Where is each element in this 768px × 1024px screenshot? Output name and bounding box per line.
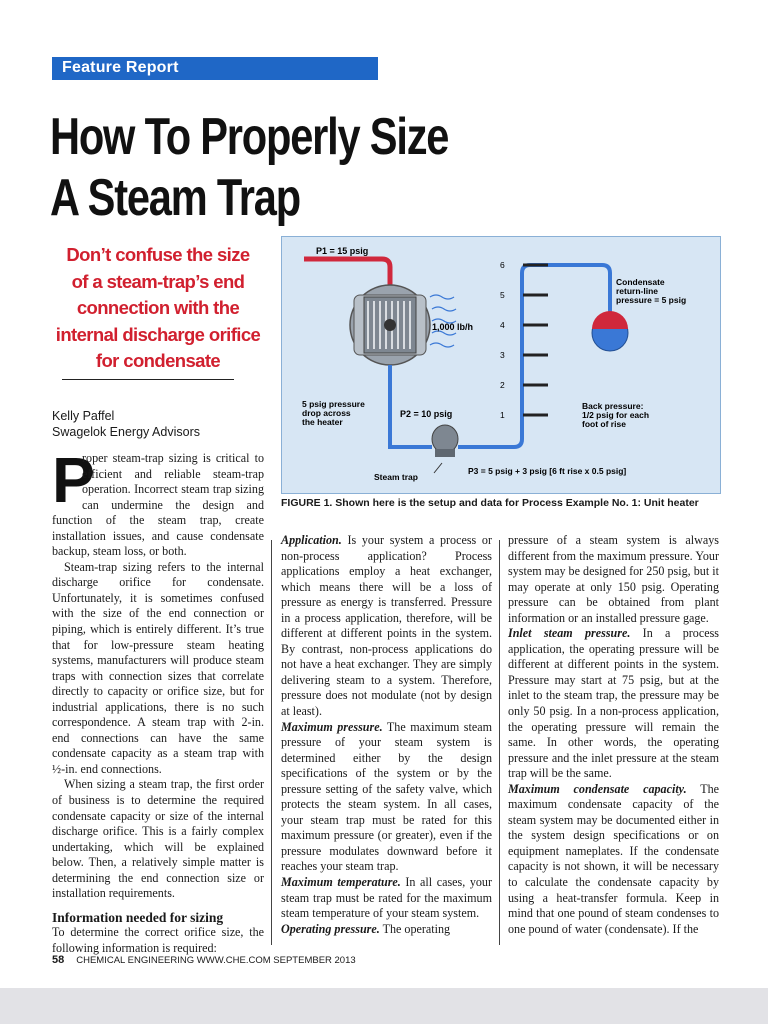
author-affiliation: Swagelok Energy Advisors <box>52 425 200 439</box>
label-flow: 1,000 lb/h <box>432 322 474 332</box>
paragraph: Steam-trap sizing refers to the internal discharge orifice for condensate. Unfortunately, it is sometimes confused with the size of the end connection or piping, which is entirely different. It’s true that for low-pressure steam heating systems, manufacturers will produce steam traps with connection sizes that correlate directly to capacity or orifice size, but for industrial applications, there is no such correspondence. A steam trap with 2-in. end connections can have the same condensate capacity as a steam trap with ½-in. end connections. <box>52 559 264 776</box>
page-number: 58 <box>52 954 65 966</box>
label-pressure-drop: the heater <box>302 417 343 427</box>
caption-text: Shown here is the setup and data for Process Example No. 1: Unit heater <box>335 497 699 509</box>
steam-trap <box>432 425 458 473</box>
deck-line: of a steam-trap’s end <box>71 270 245 292</box>
paragraph: Application. Is your system a process or non-process application? Process applications employ a heat exchanger, which means there will be a loss of pressure as energy is transferred. Pressure in a process application, therefore, will be different at different points in the system. By contrast, non-process applications do not have a heat exchanger. They are simply delivering steam to a system. Therefore, pressure does not modulate (not by design at least). <box>281 533 492 719</box>
paragraph: roper steam-trap sizing is critical to efficient and reliable steam-trap operation. Incorrect steam trap sizing can undermine the design and function of the steam trap, create installation issues, and cause condensate backup, steam loss, or both. <box>52 451 264 559</box>
deck <box>52 242 264 375</box>
headline-line-2: A Steam Trap <box>50 169 300 227</box>
column-divider <box>271 540 272 945</box>
label-back-pressure: 1/2 psig for each <box>582 410 650 420</box>
section-banner <box>52 57 378 80</box>
section-label: Feature Report <box>62 59 179 76</box>
column-1 <box>52 444 264 957</box>
steam-supply-line <box>304 259 390 285</box>
condensate-receiver <box>592 311 628 351</box>
deck-line: internal discharge orifice <box>55 323 261 345</box>
paragraph: When sizing a steam trap, the first order of business is to determine the required condensate capacity or size of the internal discharge orifice. This is a fairly complex undertaking, which will be explained below. Then, a relatively simple matter is determining the end connection size or installation requirements. <box>52 777 264 901</box>
drop-cap: P <box>52 444 95 516</box>
label-p3: P3 = 5 psig + 3 psig [6 ft rise x 0.5 psig] <box>468 466 627 476</box>
scale-tick: 5 <box>500 290 505 300</box>
scale-tick: 4 <box>500 320 505 330</box>
heat-waves <box>430 295 456 347</box>
unit-heater-diagram <box>282 237 720 493</box>
column-3 <box>508 533 719 937</box>
label-back-pressure: foot of rise <box>582 419 626 429</box>
scale-tick: 6 <box>500 260 505 270</box>
label-p1: P1 = 15 psig <box>316 246 369 256</box>
scale-tick: 1 <box>500 410 505 420</box>
unit-heater <box>350 285 430 365</box>
paragraph: Operating pressure. The operating <box>281 921 451 936</box>
page-footer <box>52 954 356 966</box>
label-pressure-drop: 5 psig pressure <box>302 399 365 409</box>
scale-tick: 2 <box>500 380 505 390</box>
byline <box>52 408 200 440</box>
figure-caption <box>281 497 721 510</box>
figure-diagram <box>281 236 721 494</box>
paragraph: Maximum pressure. The maximum steam pressure of your steam system is determined either by the design specifications of the system or by the pressure setting of the safety valve, which protects the steam system. In all cases, your steam trap must be rated for this maximum pressure (or greater), even if the pressure modulates downward before it reaches your steam trap. <box>281 719 492 874</box>
deck-line: for condensate <box>95 350 221 371</box>
label-steam-trap: Steam trap <box>374 472 418 482</box>
label-pressure-drop: drop across <box>302 408 351 418</box>
height-scale <box>523 265 548 415</box>
label-p2: P2 = 10 psig <box>400 409 453 419</box>
label-back-pressure: Back pressure: <box>582 401 644 411</box>
condensate-line <box>390 365 432 447</box>
column-divider <box>499 540 500 945</box>
paragraph: Maximum condensate capacity. The maximum condensate capacity of the steam system may be documented either in the system design specifications or on equipment nameplates. If the condensate capacity is not shown, it will be necessary to calculate the condensate capacity by using a heat-transfer formula. Keep in mind that one pound of steam condenses to one pound of water (condensate). If the <box>508 781 719 936</box>
paragraph: pressure of a steam system is always different from the maximum pressure. Your system may be designed for 250 psig, but it may operate at only 150 psig. Operating pressure can be obtained from plant information or an installed pressure gage. <box>508 533 719 625</box>
label-return-line: return-line <box>616 286 659 296</box>
deck-line: connection with the <box>76 297 240 318</box>
label-return-line: Condensate <box>616 277 665 287</box>
paragraph: To determine the correct orifice size, the following information is required: <box>52 925 264 955</box>
column-2 <box>281 533 492 937</box>
label-return-line: pressure = 5 psig <box>616 295 687 305</box>
author-name: Kelly Paffel <box>52 409 115 423</box>
deck-line: Don’t confuse the size <box>66 244 250 265</box>
headline-line-1: How To Properly Size <box>50 108 449 166</box>
viewer-bottom-bar <box>0 988 768 1024</box>
caption-label: FIGURE 1. <box>281 497 333 509</box>
paragraph: Maximum temperature. In all cases, your steam trap must be rated for the maximum steam temperature of your steam system. <box>281 875 492 921</box>
subheading: Information needed for sizing <box>52 909 224 925</box>
scale-tick: 3 <box>500 350 505 360</box>
footer-text: CHEMICAL ENGINEERING WWW.CHE.COM SEPTEMBER 2013 <box>76 955 356 966</box>
paragraph: Inlet steam pressure. In a process application, the operating pressure will be different at different points in the system. Pressure may start at 75 psig, but at the inlet to the steam trap, the pressure may be only 50 psig. In a non-process application, the operating pressure will remain the same. In other words, the operating pressure and the inlet pressure at the steam trap will be the same. <box>508 626 719 781</box>
deck-rule <box>62 379 234 380</box>
